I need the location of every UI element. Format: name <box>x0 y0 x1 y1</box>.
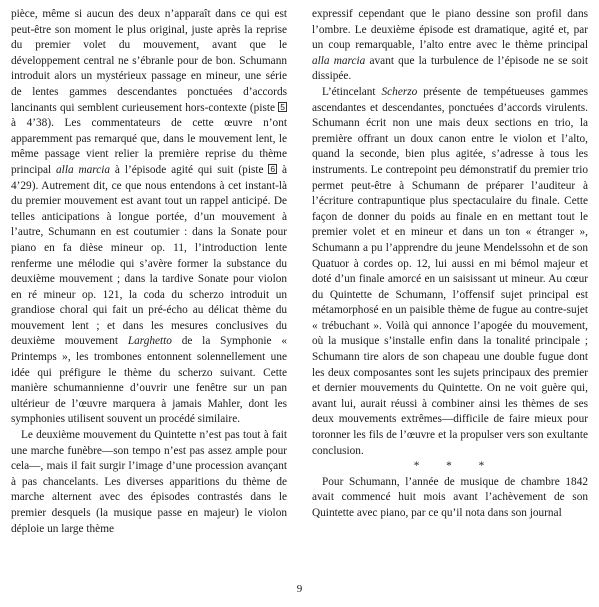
right-paragraph-1 <box>312 7 588 85</box>
text-run: expressif cependant que le piano dessine son profil dans l’ombre. Le deuxième épisode est dramatique, agité et, par un coup remarquable, l’alto entre avec le thème principal <box>312 8 588 52</box>
italic-term: Larghetto <box>127 335 172 348</box>
track-number-box: 5 <box>280 101 285 112</box>
page-number: 9 <box>296 583 303 595</box>
section-separator: * * * <box>413 460 497 473</box>
text-columns <box>11 7 588 537</box>
left-column <box>11 7 287 537</box>
text-run: à 4’29). Autrement dit, ce que nous entendons à cet instant-là du premier mouvement est avant tout un rappel anticipé. De telles anticipations à longue portée, d’un mouvement à l’autre, Schumann en est coutumier : dans la Sonate pour piano en fa dièse mineur op. 11, l’introduction lente renferme une mélodie qui s’avère former la substance du deuxième mouvement ; dans la tardive Sonate pour violon en ré mineur op. 121, la coda du scherzo introduit un grandiose choral qui fait un pré-écho au délicat thème du mouvement lent ; et dans les mesures conclusives du deuxième mouvement <box>11 163 287 348</box>
right-column <box>312 7 588 537</box>
text-run: pièce, même si aucun des deux n’apparaît dans ce qui est peut-être son moment le plus original, juste après la reprise du premier volet du mouvement, avant que le développement central ne s’ébranle pour de bon. Schumann introduit alors un mystérieux passage en mineur, une série de lentes gammes descendantes ponctuées d’accords lancinants qui semblent curieusement hors-contexte (piste <box>11 8 287 114</box>
text-run: à l’épisode agité qui suit (piste <box>110 163 269 176</box>
text-run: de la Symphonie « Printemps », les trombones entonnent solennellement une idée qui préfigure le thème du scherzo suivant. Cette manière schumannienne d’ouvrir une fenêtre sur un pan ultérieur de l’œuvre marquera à jamais Mahler, dont les symphonies utilisent souvent un procédé similaire. <box>11 335 287 426</box>
left-paragraph-2: Le deuxième mouvement du Quintette n’est pas tout à fait une marche funèbre—son tempo n’est pas assez ample pour cela—, mais il fait surgir l’image d’une procession avançant à pas chancelants. Les diverses apparitions du thème de marche alternent avec des épisodes contrastés dans le premier desquels (la musique passe en majeur) le violon déploie un large thème <box>11 429 287 535</box>
left-paragraph-1 <box>11 7 287 428</box>
right-paragraph-2 <box>312 85 588 459</box>
text-run: présente de tempétueuses gammes ascendantes et descendantes, ponctuées d’accords virulents. Schumann écrit non une mais deux sections en trio, la première offrant un doux canon entre le violon et l’alto, quand la seconde, bien plus agitée, s’adresse à tous les instruments. Le contrepoint peu démonstratif du premier trio permet peut-être à Schumann de préparer l’auditeur à l’écriture contrapuntique plus spectaculaire du finale. Cette façon de donner du poids au finale en en mettant tout le premier volet et en mineur et dans un ton « étranger », Schumann a pu l’apprendre du jeune Mendelssohn et de son Quatuor à cordes op. 12, lui aussi en mi bémol majeur et doté d’un finale amorcé en un saisissant ut mineur. Au cœur du Quintette de Schumann, l’offensif sujet principal est métamorphosé en un paisible thème de fugue au contre-sujet « trébuchant ». Voilà qui annonce l’apogée du mouvement, où la musique s’installe enfin dans la tonalité principale ; Schumann tire alors de son chapeau une double fugue dont les deux composantes sont les sujets principaux des premier et dernier mouvements du Quintette. On ne voit guère qui, avant lui, aurait réussi à combiner ainsi les thèmes de ses deux mouvements extrêmes—difficile de faire mieux pour toronner les fils de l’œuvre et la propulser vers son exultante conclusion. <box>312 85 588 457</box>
text-run: avant que la turbulence de l’épisode ne se soit dissipée. <box>312 54 588 83</box>
track-number-box: 6 <box>270 163 276 174</box>
italic-term: alla marcia <box>312 54 366 67</box>
italic-term: alla marcia <box>56 163 111 176</box>
right-paragraph-3: Pour Schumann, l’année de musique de chambre 1842 avait commencé huit mois avant l’achèvement de son Quintette avec piano, par ce qu’il nota dans son journal <box>312 475 588 519</box>
text-run: L’étincelant <box>322 85 382 98</box>
italic-term: Scherzo <box>381 85 418 98</box>
text-run: à 4’38). Les commentateurs de cette œuvre n’ont apparemment pas remarqué que, dans le mouvement lent, le même passage vient relier la première reprise du thème principal <box>11 117 287 176</box>
